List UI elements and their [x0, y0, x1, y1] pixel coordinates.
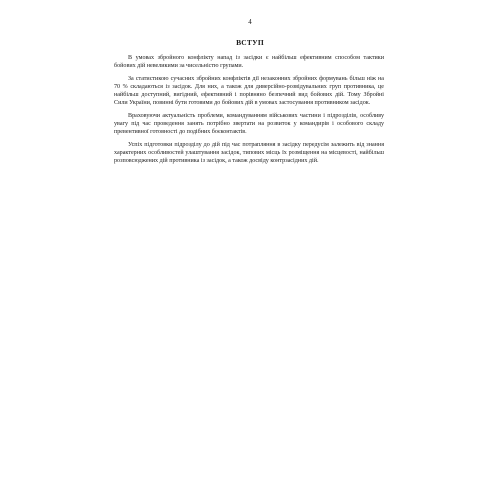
paragraph: В умовах збройного конфлікту напад із засідки є найбільш ефективним способом тактики бойових дій невеликими за чисельністю групами.: [114, 55, 384, 70]
body-text: [114, 54, 384, 166]
page-number: 4: [248, 18, 252, 26]
paragraph: Враховуючи актуальність проблеми, командуванням військових частини і підрозділів, особливу увагу під час проведення занять потрібно звертати на розвиток у командирів і особового складу превентивної готовності до подібних боєконтактів.: [114, 112, 384, 136]
section-heading: ВСТУП: [236, 38, 264, 47]
paragraph: Успіх підготовки підрозділу до дій під час потрапляння в засідку передусім залежить від знання характерних особливостей улаштування засідок, типових місць їх розміщення на місцевості, найбільш розповсюджених дій противника із засідок, а також досвіду контрзасідних дій.: [114, 141, 384, 165]
paragraph: За статистикою сучасних збройних конфліктів дії незаконних збройних формувань більш ніж на 70 % складаються із засідок. Для них, а також для диверсійно-розвідувальних груп противника, це найбільш доступний, вигідний, ефективний і порівняно безпечний вид бойових дій. Тому Збройні Сили України, повинні бути готовими до бойових дій в умовах застосування противником засідок.: [114, 75, 384, 107]
